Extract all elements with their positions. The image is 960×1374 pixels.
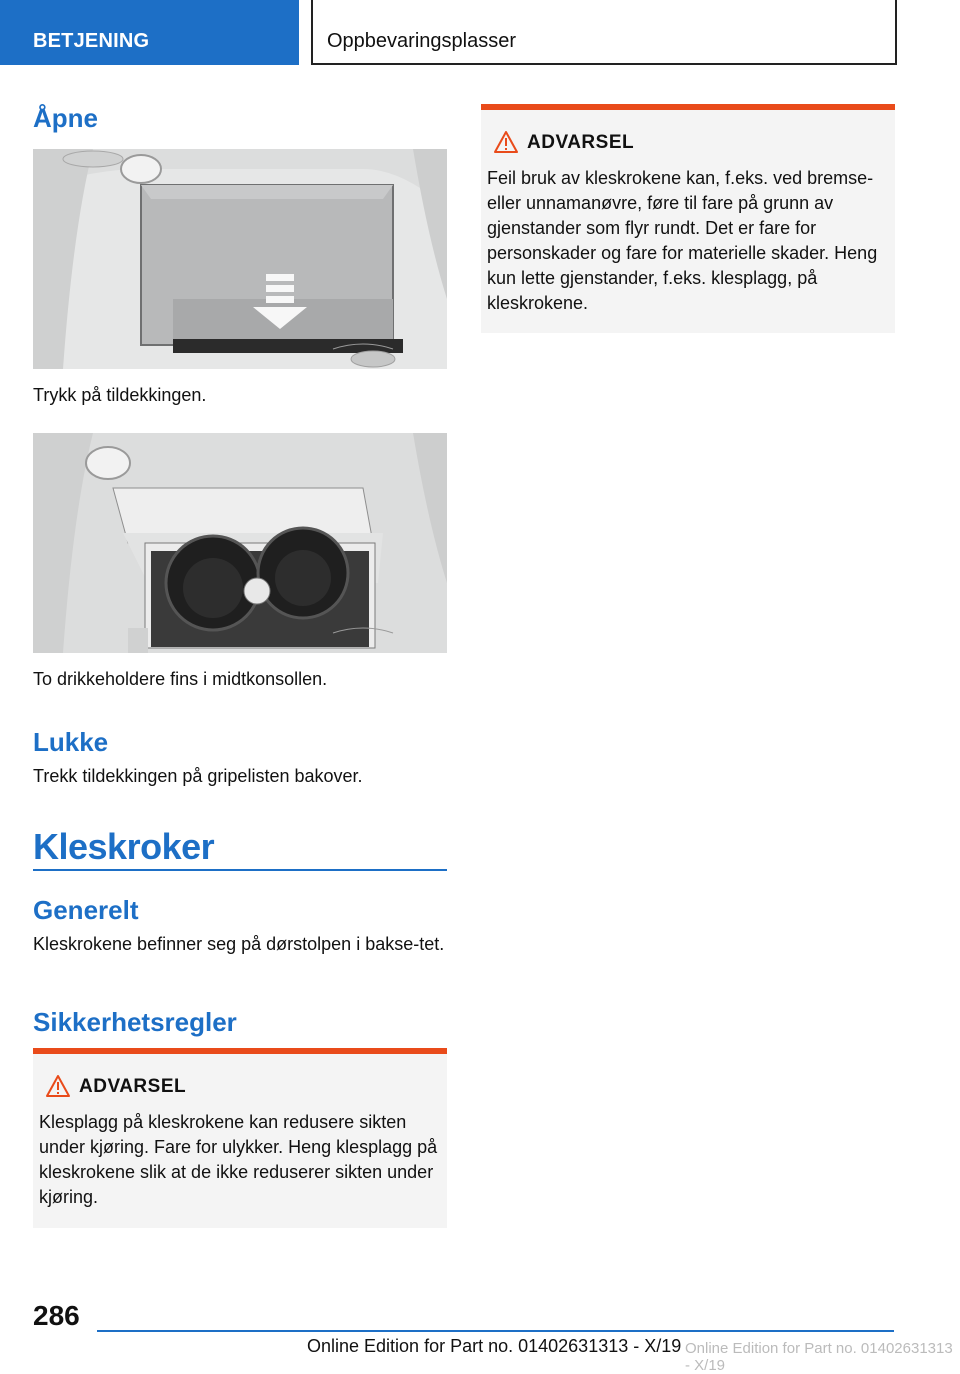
chapter-title: Oppbevaringsplasser — [327, 30, 516, 52]
warning-text: Feil bruk av kleskrokene kan, f.eks. ved bremse- eller unnamanøvre, føre til fare på grunn av gjenstander som flyr rundt. Det er fare for personskader og fare for materielle skader. Heng kun lette gjenstander, f.eks. klesplagg, på kleskrokene. — [487, 168, 878, 313]
warning-box-visibility — [33, 1048, 447, 1228]
chapter-tab — [311, 0, 897, 65]
section-tab — [0, 0, 299, 65]
close-instructions: Trekk tildekkingen på gripelisten bakover. — [33, 766, 363, 786]
hooks-heading: Kleskroker — [33, 826, 215, 867]
warning-text: Klesplagg på kleskrokene kan redusere sikten under kjøring. Fare for ulykker. Heng klesplagg på kleskrokene slik at de ikke reduserer sikten under kjøring. — [39, 1112, 438, 1207]
warning-title: ADVARSEL — [527, 132, 635, 153]
caption-cupholders: To drikkeholdere fins i midtkonsollen. — [33, 669, 328, 689]
warning-triangle-icon — [45, 1074, 71, 1098]
heading-rule — [33, 869, 447, 871]
page-number: 286 — [33, 1300, 80, 1331]
general-text: Kleskrokene befinner seg på dørstolpen i bakse-tet. — [33, 934, 445, 954]
footer-rule — [97, 1330, 894, 1332]
warning-title: ADVARSEL — [79, 1076, 187, 1097]
watermark: Online Edition for Part no. 01402631313 - X/19 — [685, 1340, 953, 1374]
close-heading: Lukke — [33, 727, 109, 757]
footer-edition: Online Edition for Part no. 01402631313 - X/19 — [307, 1336, 682, 1356]
section-title: BETJENING — [33, 30, 150, 52]
warning-box-hooks — [481, 104, 895, 333]
console-closed-illustration — [33, 149, 447, 369]
caption-press-cover: Trykk på tildekkingen. — [33, 385, 207, 405]
safety-heading: Sikkerhetsregler — [33, 1007, 237, 1037]
cupholders-illustration — [33, 433, 447, 653]
general-heading: Generelt — [33, 895, 139, 925]
open-heading: Åpne — [33, 103, 98, 133]
photo-console-closed — [33, 149, 447, 369]
warning-triangle-icon — [493, 130, 519, 154]
photo-cupholders — [33, 433, 447, 653]
